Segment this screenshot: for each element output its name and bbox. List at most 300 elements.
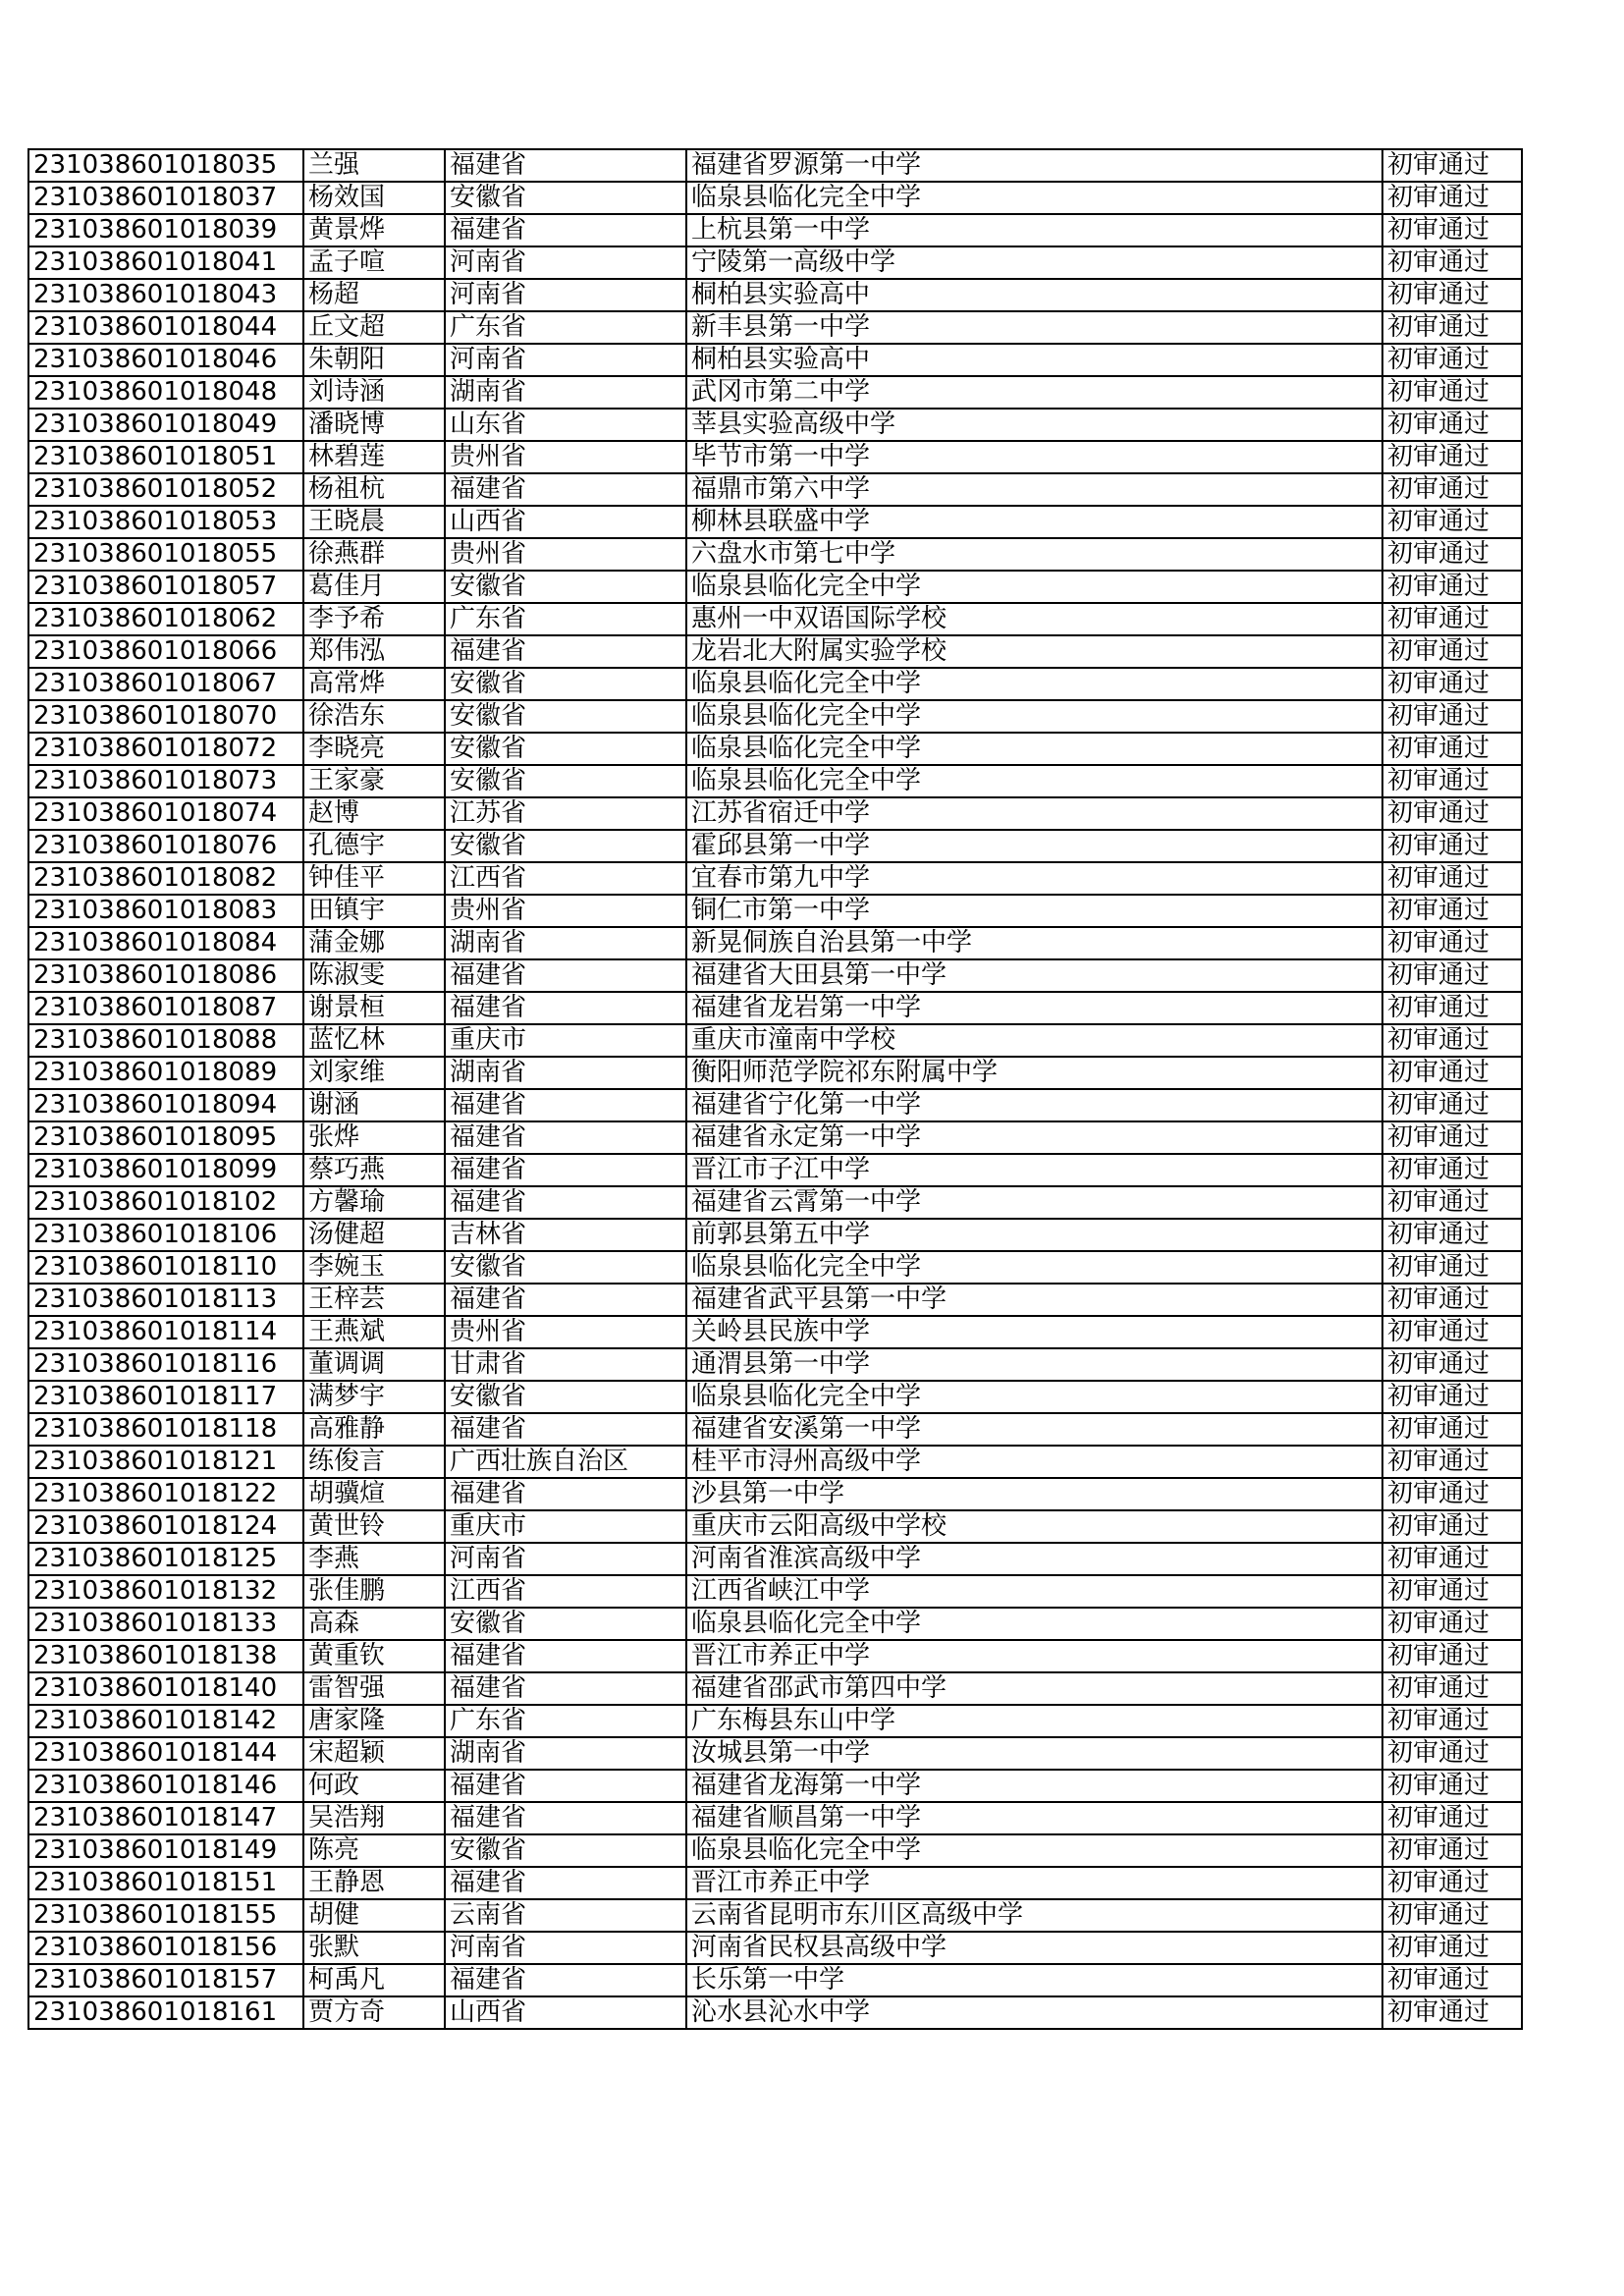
school-cell: 临泉县临化完全中学	[686, 1834, 1382, 1867]
status-cell: 初审通过	[1382, 1672, 1522, 1705]
table-row	[28, 1996, 1522, 2029]
table-row	[28, 1381, 1522, 1413]
name-cell: 郑伟泓	[303, 635, 445, 668]
id-cell: 231038601018072	[28, 733, 303, 765]
id-cell: 231038601018116	[28, 1348, 303, 1381]
name-cell: 李燕	[303, 1543, 445, 1575]
school-cell: 福建省邵武市第四中学	[686, 1672, 1382, 1705]
name-cell: 贾方奇	[303, 1996, 445, 2029]
province-cell: 福建省	[445, 1186, 686, 1219]
status-cell: 初审通过	[1382, 182, 1522, 214]
school-cell: 柳林县联盛中学	[686, 506, 1382, 538]
province-cell: 福建省	[445, 1964, 686, 1996]
id-cell: 231038601018044	[28, 311, 303, 344]
status-cell: 初审通过	[1382, 571, 1522, 603]
table-row	[28, 603, 1522, 635]
province-cell: 安徽省	[445, 765, 686, 797]
id-cell: 231038601018124	[28, 1510, 303, 1543]
school-cell: 临泉县临化完全中学	[686, 733, 1382, 765]
status-cell: 初审通过	[1382, 1024, 1522, 1057]
id-cell: 231038601018088	[28, 1024, 303, 1057]
status-cell: 初审通过	[1382, 344, 1522, 376]
school-cell: 晋江市养正中学	[686, 1867, 1382, 1899]
name-cell: 兰强	[303, 149, 445, 182]
id-cell: 231038601018041	[28, 246, 303, 279]
school-cell: 宜春市第九中学	[686, 862, 1382, 895]
name-cell: 陈亮	[303, 1834, 445, 1867]
province-cell: 安徽省	[445, 668, 686, 700]
school-cell: 六盘水市第七中学	[686, 538, 1382, 571]
province-cell: 贵州省	[445, 538, 686, 571]
status-cell: 初审通过	[1382, 1737, 1522, 1770]
province-cell: 河南省	[445, 344, 686, 376]
status-cell: 初审通过	[1382, 279, 1522, 311]
school-cell: 惠州一中双语国际学校	[686, 603, 1382, 635]
id-cell: 231038601018121	[28, 1446, 303, 1478]
id-cell: 231038601018046	[28, 344, 303, 376]
status-cell: 初审通过	[1382, 1316, 1522, 1348]
province-cell: 福建省	[445, 1640, 686, 1672]
school-cell: 上杭县第一中学	[686, 214, 1382, 246]
province-cell: 福建省	[445, 1802, 686, 1834]
province-cell: 福建省	[445, 473, 686, 506]
status-cell: 初审通过	[1382, 1770, 1522, 1802]
name-cell: 王燕斌	[303, 1316, 445, 1348]
province-cell: 江苏省	[445, 797, 686, 830]
school-cell: 福建省龙海第一中学	[686, 1770, 1382, 1802]
table-row	[28, 344, 1522, 376]
status-cell: 初审通过	[1382, 797, 1522, 830]
status-cell: 初审通过	[1382, 149, 1522, 182]
id-cell: 231038601018053	[28, 506, 303, 538]
table-row	[28, 1510, 1522, 1543]
id-cell: 231038601018149	[28, 1834, 303, 1867]
table-row	[28, 1089, 1522, 1121]
province-cell: 福建省	[445, 1413, 686, 1446]
name-cell: 赵博	[303, 797, 445, 830]
status-cell: 初审通过	[1382, 733, 1522, 765]
school-cell: 福建省龙岩第一中学	[686, 992, 1382, 1024]
status-cell: 初审通过	[1382, 1284, 1522, 1316]
name-cell: 宋超颖	[303, 1737, 445, 1770]
name-cell: 黄重钦	[303, 1640, 445, 1672]
table-row	[28, 797, 1522, 830]
table-row	[28, 1186, 1522, 1219]
school-cell: 衡阳师范学院祁东附属中学	[686, 1057, 1382, 1089]
status-cell: 初审通过	[1382, 1964, 1522, 1996]
status-cell: 初审通过	[1382, 376, 1522, 409]
province-cell: 安徽省	[445, 733, 686, 765]
school-cell: 霍邱县第一中学	[686, 830, 1382, 862]
province-cell: 重庆市	[445, 1510, 686, 1543]
name-cell: 王梓芸	[303, 1284, 445, 1316]
province-cell: 甘肃省	[445, 1348, 686, 1381]
name-cell: 胡健	[303, 1899, 445, 1932]
table-row	[28, 1834, 1522, 1867]
id-cell: 231038601018074	[28, 797, 303, 830]
status-cell: 初审通过	[1382, 409, 1522, 441]
school-cell: 毕节市第一中学	[686, 441, 1382, 473]
school-cell: 临泉县临化完全中学	[686, 765, 1382, 797]
table-row	[28, 506, 1522, 538]
table-row	[28, 733, 1522, 765]
id-cell: 231038601018138	[28, 1640, 303, 1672]
province-cell: 重庆市	[445, 1024, 686, 1057]
table-row	[28, 1446, 1522, 1478]
province-cell: 广西壮族自治区	[445, 1446, 686, 1478]
id-cell: 231038601018067	[28, 668, 303, 700]
id-cell: 231038601018057	[28, 571, 303, 603]
name-cell: 唐家隆	[303, 1705, 445, 1737]
id-cell: 231038601018089	[28, 1057, 303, 1089]
province-cell: 河南省	[445, 1543, 686, 1575]
school-cell: 临泉县临化完全中学	[686, 571, 1382, 603]
province-cell: 贵州省	[445, 441, 686, 473]
status-cell: 初审通过	[1382, 1381, 1522, 1413]
school-cell: 重庆市潼南中学校	[686, 1024, 1382, 1057]
name-cell: 满梦宇	[303, 1381, 445, 1413]
status-cell: 初审通过	[1382, 246, 1522, 279]
name-cell: 王家豪	[303, 765, 445, 797]
id-cell: 231038601018113	[28, 1284, 303, 1316]
table-row	[28, 571, 1522, 603]
status-cell: 初审通过	[1382, 1899, 1522, 1932]
name-cell: 蓝忆林	[303, 1024, 445, 1057]
table-row	[28, 1932, 1522, 1964]
school-cell: 福建省安溪第一中学	[686, 1413, 1382, 1446]
name-cell: 杨祖杭	[303, 473, 445, 506]
status-cell: 初审通过	[1382, 992, 1522, 1024]
province-cell: 贵州省	[445, 1316, 686, 1348]
table-row	[28, 700, 1522, 733]
name-cell: 谢涵	[303, 1089, 445, 1121]
school-cell: 桂平市浔州高级中学	[686, 1446, 1382, 1478]
status-cell: 初审通过	[1382, 1543, 1522, 1575]
status-cell: 初审通过	[1382, 1932, 1522, 1964]
name-cell: 刘家维	[303, 1057, 445, 1089]
school-cell: 关岭县民族中学	[686, 1316, 1382, 1348]
id-cell: 231038601018084	[28, 927, 303, 959]
school-cell: 江西省峡江中学	[686, 1575, 1382, 1608]
school-cell: 河南省淮滨高级中学	[686, 1543, 1382, 1575]
status-cell: 初审通过	[1382, 1802, 1522, 1834]
id-cell: 231038601018051	[28, 441, 303, 473]
id-cell: 231038601018151	[28, 1867, 303, 1899]
name-cell: 李婉玉	[303, 1251, 445, 1284]
school-cell: 江苏省宿迁中学	[686, 797, 1382, 830]
table-row	[28, 1284, 1522, 1316]
name-cell: 李予希	[303, 603, 445, 635]
name-cell: 蔡巧燕	[303, 1154, 445, 1186]
table-row	[28, 1543, 1522, 1575]
status-cell: 初审通过	[1382, 862, 1522, 895]
name-cell: 何政	[303, 1770, 445, 1802]
table-row	[28, 473, 1522, 506]
id-cell: 231038601018086	[28, 959, 303, 992]
status-cell: 初审通过	[1382, 1089, 1522, 1121]
school-cell: 沙县第一中学	[686, 1478, 1382, 1510]
province-cell: 山西省	[445, 506, 686, 538]
name-cell: 张默	[303, 1932, 445, 1964]
status-cell: 初审通过	[1382, 1186, 1522, 1219]
id-cell: 231038601018066	[28, 635, 303, 668]
table-row	[28, 1575, 1522, 1608]
id-cell: 231038601018082	[28, 862, 303, 895]
id-cell: 231038601018073	[28, 765, 303, 797]
table-row	[28, 1478, 1522, 1510]
province-cell: 福建省	[445, 149, 686, 182]
id-cell: 231038601018110	[28, 1251, 303, 1284]
province-cell: 湖南省	[445, 376, 686, 409]
school-cell: 临泉县临化完全中学	[686, 1381, 1382, 1413]
table-row	[28, 1705, 1522, 1737]
school-cell: 临泉县临化完全中学	[686, 1251, 1382, 1284]
table-row	[28, 1867, 1522, 1899]
id-cell: 231038601018157	[28, 1964, 303, 1996]
name-cell: 孟子喧	[303, 246, 445, 279]
school-cell: 福鼎市第六中学	[686, 473, 1382, 506]
province-cell: 安徽省	[445, 1381, 686, 1413]
province-cell: 福建省	[445, 1867, 686, 1899]
province-cell: 湖南省	[445, 1737, 686, 1770]
school-cell: 晋江市子江中学	[686, 1154, 1382, 1186]
status-cell: 初审通过	[1382, 959, 1522, 992]
school-cell: 福建省武平县第一中学	[686, 1284, 1382, 1316]
status-cell: 初审通过	[1382, 635, 1522, 668]
school-cell: 福建省顺昌第一中学	[686, 1802, 1382, 1834]
status-cell: 初审通过	[1382, 1348, 1522, 1381]
school-cell: 沁水县沁水中学	[686, 1996, 1382, 2029]
province-cell: 山西省	[445, 1996, 686, 2029]
id-cell: 231038601018070	[28, 700, 303, 733]
name-cell: 朱朝阳	[303, 344, 445, 376]
province-cell: 江西省	[445, 1575, 686, 1608]
school-cell: 重庆市云阳高级中学校	[686, 1510, 1382, 1543]
id-cell: 231038601018133	[28, 1608, 303, 1640]
applicant-table-body	[28, 149, 1522, 2029]
school-cell: 铜仁市第一中学	[686, 895, 1382, 927]
school-cell: 福建省罗源第一中学	[686, 149, 1382, 182]
status-cell: 初审通过	[1382, 700, 1522, 733]
name-cell: 董调调	[303, 1348, 445, 1381]
status-cell: 初审通过	[1382, 473, 1522, 506]
status-cell: 初审通过	[1382, 311, 1522, 344]
province-cell: 广东省	[445, 1705, 686, 1737]
table-row	[28, 376, 1522, 409]
province-cell: 云南省	[445, 1899, 686, 1932]
status-cell: 初审通过	[1382, 1608, 1522, 1640]
school-cell: 通渭县第一中学	[686, 1348, 1382, 1381]
name-cell: 柯禹凡	[303, 1964, 445, 1996]
name-cell: 张佳鹏	[303, 1575, 445, 1608]
id-cell: 231038601018142	[28, 1705, 303, 1737]
id-cell: 231038601018062	[28, 603, 303, 635]
status-cell: 初审通过	[1382, 1996, 1522, 2029]
table-row	[28, 1057, 1522, 1089]
province-cell: 广东省	[445, 311, 686, 344]
name-cell: 李晓亮	[303, 733, 445, 765]
province-cell: 吉林省	[445, 1219, 686, 1251]
status-cell: 初审通过	[1382, 1251, 1522, 1284]
table-row	[28, 1608, 1522, 1640]
id-cell: 231038601018132	[28, 1575, 303, 1608]
table-row	[28, 214, 1522, 246]
province-cell: 安徽省	[445, 1251, 686, 1284]
status-cell: 初审通过	[1382, 1413, 1522, 1446]
name-cell: 丘文超	[303, 311, 445, 344]
name-cell: 黄世铃	[303, 1510, 445, 1543]
name-cell: 谢景桓	[303, 992, 445, 1024]
school-cell: 临泉县临化完全中学	[686, 668, 1382, 700]
province-cell: 安徽省	[445, 1608, 686, 1640]
school-cell: 临泉县临化完全中学	[686, 700, 1382, 733]
table-row	[28, 441, 1522, 473]
school-cell: 莘县实验高级中学	[686, 409, 1382, 441]
name-cell: 杨超	[303, 279, 445, 311]
table-row	[28, 1348, 1522, 1381]
status-cell: 初审通过	[1382, 1575, 1522, 1608]
province-cell: 河南省	[445, 1932, 686, 1964]
province-cell: 福建省	[445, 635, 686, 668]
province-cell: 湖南省	[445, 927, 686, 959]
school-cell: 河南省民权县高级中学	[686, 1932, 1382, 1964]
name-cell: 蒲金娜	[303, 927, 445, 959]
id-cell: 231038601018146	[28, 1770, 303, 1802]
id-cell: 231038601018043	[28, 279, 303, 311]
province-cell: 安徽省	[445, 1834, 686, 1867]
status-cell: 初审通过	[1382, 895, 1522, 927]
table-row	[28, 927, 1522, 959]
province-cell: 福建省	[445, 214, 686, 246]
province-cell: 河南省	[445, 279, 686, 311]
status-cell: 初审通过	[1382, 506, 1522, 538]
status-cell: 初审通过	[1382, 668, 1522, 700]
id-cell: 231038601018083	[28, 895, 303, 927]
table-row	[28, 1251, 1522, 1284]
id-cell: 231038601018099	[28, 1154, 303, 1186]
school-cell: 福建省云霄第一中学	[686, 1186, 1382, 1219]
table-row	[28, 149, 1522, 182]
province-cell: 福建省	[445, 1089, 686, 1121]
name-cell: 胡骥煊	[303, 1478, 445, 1510]
school-cell: 晋江市养正中学	[686, 1640, 1382, 1672]
name-cell: 张烨	[303, 1121, 445, 1154]
table-row	[28, 246, 1522, 279]
name-cell: 杨效国	[303, 182, 445, 214]
applicant-table	[27, 148, 1523, 2030]
id-cell: 231038601018094	[28, 1089, 303, 1121]
status-cell: 初审通过	[1382, 1834, 1522, 1867]
status-cell: 初审通过	[1382, 927, 1522, 959]
table-row	[28, 1154, 1522, 1186]
school-cell: 福建省永定第一中学	[686, 1121, 1382, 1154]
name-cell: 陈淑雯	[303, 959, 445, 992]
id-cell: 231038601018087	[28, 992, 303, 1024]
id-cell: 231038601018125	[28, 1543, 303, 1575]
table-row	[28, 1219, 1522, 1251]
status-cell: 初审通过	[1382, 1219, 1522, 1251]
school-cell: 长乐第一中学	[686, 1964, 1382, 1996]
table-row	[28, 830, 1522, 862]
name-cell: 王晓晨	[303, 506, 445, 538]
table-row	[28, 1316, 1522, 1348]
name-cell: 吴浩翔	[303, 1802, 445, 1834]
school-cell: 桐柏县实验高中	[686, 344, 1382, 376]
table-row	[28, 538, 1522, 571]
school-cell: 云南省昆明市东川区高级中学	[686, 1899, 1382, 1932]
name-cell: 练俊言	[303, 1446, 445, 1478]
name-cell: 潘晓博	[303, 409, 445, 441]
name-cell: 王静恩	[303, 1867, 445, 1899]
school-cell: 宁陵第一高级中学	[686, 246, 1382, 279]
id-cell: 231038601018117	[28, 1381, 303, 1413]
table-row	[28, 1964, 1522, 1996]
id-cell: 231038601018048	[28, 376, 303, 409]
table-row	[28, 862, 1522, 895]
province-cell: 福建省	[445, 1672, 686, 1705]
school-cell: 桐柏县实验高中	[686, 279, 1382, 311]
id-cell: 231038601018095	[28, 1121, 303, 1154]
province-cell: 安徽省	[445, 571, 686, 603]
table-row	[28, 959, 1522, 992]
table-row	[28, 1024, 1522, 1057]
name-cell: 刘诗涵	[303, 376, 445, 409]
id-cell: 231038601018114	[28, 1316, 303, 1348]
id-cell: 231038601018118	[28, 1413, 303, 1446]
name-cell: 方馨瑜	[303, 1186, 445, 1219]
id-cell: 231038601018102	[28, 1186, 303, 1219]
province-cell: 广东省	[445, 603, 686, 635]
name-cell: 高常烨	[303, 668, 445, 700]
province-cell: 安徽省	[445, 700, 686, 733]
id-cell: 231038601018155	[28, 1899, 303, 1932]
id-cell: 231038601018140	[28, 1672, 303, 1705]
province-cell: 福建省	[445, 1121, 686, 1154]
table-row	[28, 635, 1522, 668]
status-cell: 初审通过	[1382, 214, 1522, 246]
province-cell: 福建省	[445, 1284, 686, 1316]
name-cell: 葛佳月	[303, 571, 445, 603]
id-cell: 231038601018039	[28, 214, 303, 246]
table-row	[28, 311, 1522, 344]
school-cell: 广东梅县东山中学	[686, 1705, 1382, 1737]
province-cell: 福建省	[445, 1770, 686, 1802]
province-cell: 湖南省	[445, 1057, 686, 1089]
table-row	[28, 992, 1522, 1024]
province-cell: 福建省	[445, 1154, 686, 1186]
status-cell: 初审通过	[1382, 1057, 1522, 1089]
id-cell: 231038601018156	[28, 1932, 303, 1964]
id-cell: 231038601018161	[28, 1996, 303, 2029]
school-cell: 福建省大田县第一中学	[686, 959, 1382, 992]
school-cell: 武冈市第二中学	[686, 376, 1382, 409]
table-row	[28, 182, 1522, 214]
school-cell: 临泉县临化完全中学	[686, 1608, 1382, 1640]
id-cell: 231038601018122	[28, 1478, 303, 1510]
status-cell: 初审通过	[1382, 830, 1522, 862]
table-row	[28, 1737, 1522, 1770]
name-cell: 高森	[303, 1608, 445, 1640]
id-cell: 231038601018037	[28, 182, 303, 214]
table-row	[28, 668, 1522, 700]
school-cell: 前郭县第五中学	[686, 1219, 1382, 1251]
id-cell: 231038601018052	[28, 473, 303, 506]
id-cell: 231038601018049	[28, 409, 303, 441]
province-cell: 福建省	[445, 992, 686, 1024]
status-cell: 初审通过	[1382, 441, 1522, 473]
status-cell: 初审通过	[1382, 1867, 1522, 1899]
name-cell: 田镇宇	[303, 895, 445, 927]
